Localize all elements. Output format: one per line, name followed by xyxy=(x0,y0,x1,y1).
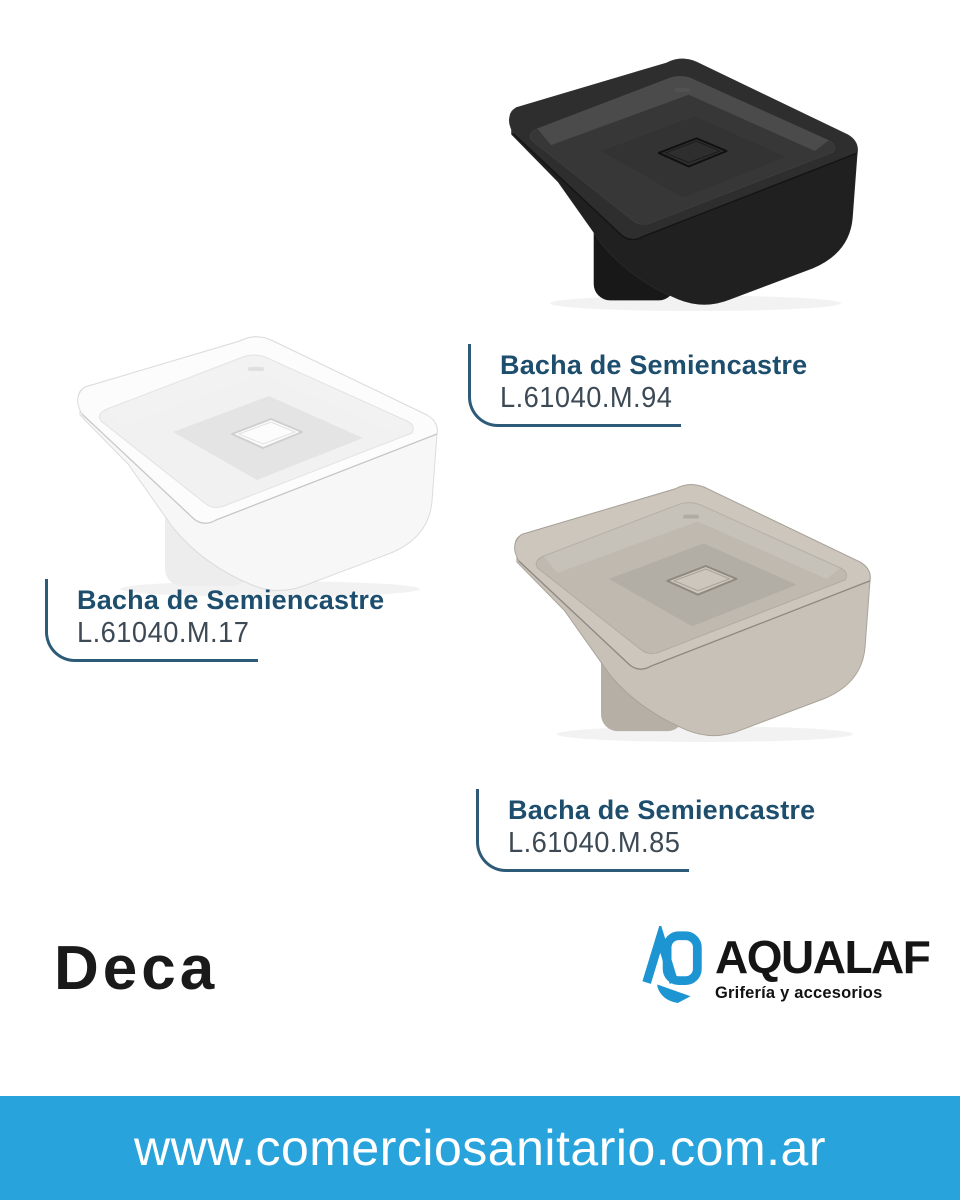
sink-image-greige xyxy=(492,478,888,745)
aqualaf-logo xyxy=(640,926,929,1004)
product-name: Bacha de Semiencastre xyxy=(508,795,816,825)
brand-imprint-mark xyxy=(248,367,264,371)
brand-imprint-mark xyxy=(683,515,699,519)
product-label-white xyxy=(45,577,465,649)
sink-image-black xyxy=(487,52,875,314)
product-code: L.61040.M.17 xyxy=(77,617,250,650)
sink-image-white xyxy=(55,330,455,600)
aqualaf-text-block xyxy=(715,926,929,1002)
product-code: L.61040.M.85 xyxy=(508,827,681,860)
aqualaf-name: AQUALAF xyxy=(715,931,930,983)
product-code: L.61040.M.94 xyxy=(500,382,673,415)
website-link[interactable]: www.comerciosanitario.com.ar xyxy=(134,1120,826,1176)
footer-bar xyxy=(0,1096,960,1200)
product-label-greige xyxy=(476,787,896,859)
brand-imprint-mark xyxy=(674,88,690,92)
aqualaf-monogram-icon xyxy=(640,926,702,1004)
monogram-drop-tail xyxy=(657,985,690,1004)
aqualaf-tagline: Grifería y accesorios xyxy=(715,984,883,1002)
product-name: Bacha de Semiencastre xyxy=(77,585,385,615)
product-name: Bacha de Semiencastre xyxy=(500,350,808,380)
deca-logo: Deca xyxy=(54,934,219,1003)
monogram-q-stroke xyxy=(667,936,697,981)
product-label-black xyxy=(468,342,888,414)
